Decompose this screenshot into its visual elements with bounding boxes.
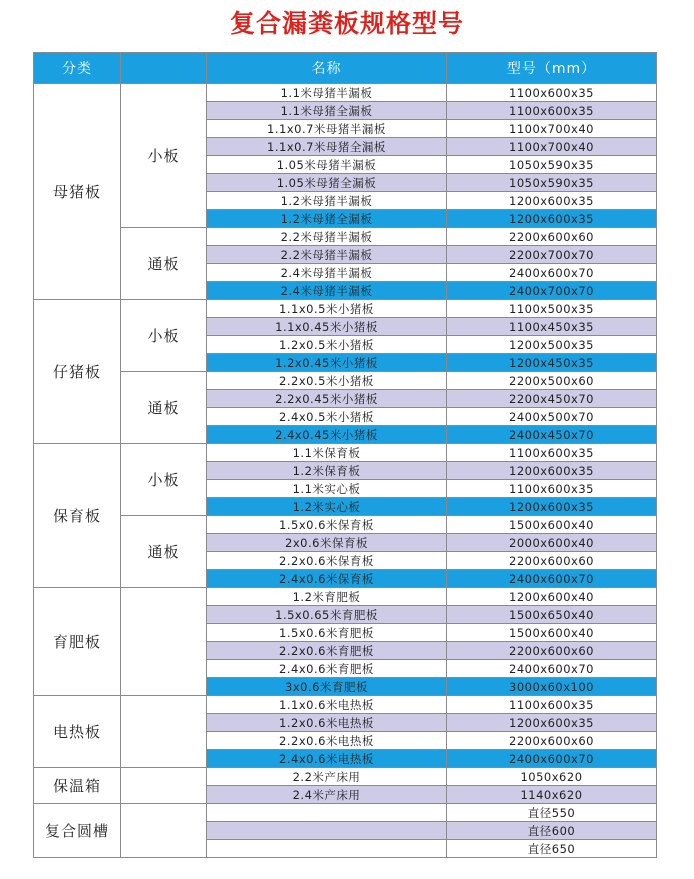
model-cell: 2400x600x70 [447, 264, 657, 282]
subcategory-cell [121, 804, 207, 858]
header-subcategory [121, 53, 207, 84]
model-cell: 1500x600x40 [447, 624, 657, 642]
name-cell: 1.05米母猪半漏板 [207, 156, 447, 174]
model-cell: 直径550 [447, 804, 657, 822]
model-cell: 1500x600x40 [447, 516, 657, 534]
model-cell: 1050x590x35 [447, 174, 657, 192]
category-cell: 育肥板 [34, 588, 121, 696]
model-cell: 2000x600x40 [447, 534, 657, 552]
model-cell: 3000x60x100 [447, 678, 657, 696]
name-cell: 1.2米育肥板 [207, 588, 447, 606]
subcategory-cell: 小板 [121, 84, 207, 228]
model-cell: 1200x600x35 [447, 714, 657, 732]
category-cell: 仔猪板 [34, 300, 121, 444]
name-cell: 2.4米母猪半漏板 [207, 264, 447, 282]
category-cell: 电热板 [34, 696, 121, 768]
name-cell: 2.4x0.45米小猪板 [207, 426, 447, 444]
name-cell: 2.2x0.6米电热板 [207, 732, 447, 750]
name-cell: 1.5x0.6米育肥板 [207, 624, 447, 642]
header-name: 名称 [207, 53, 447, 84]
name-cell: 1.1米母猪全漏板 [207, 102, 447, 120]
model-cell: 1200x600x40 [447, 588, 657, 606]
name-cell: 2.4米产床用 [207, 786, 447, 804]
name-cell: 1.2x0.45米小猪板 [207, 354, 447, 372]
subcategory-cell [121, 696, 207, 768]
table-row [34, 228, 657, 246]
spec-table [33, 52, 657, 858]
model-cell: 2200x600x60 [447, 642, 657, 660]
table-row [34, 372, 657, 390]
name-cell: 2.2米母猪半漏板 [207, 246, 447, 264]
model-cell: 1050x620 [447, 768, 657, 786]
table-row [34, 300, 657, 318]
subcategory-cell: 通板 [121, 516, 207, 588]
model-cell: 2400x500x70 [447, 408, 657, 426]
name-cell: 1.05米母猪全漏板 [207, 174, 447, 192]
model-cell: 1100x600x35 [447, 480, 657, 498]
model-cell: 1100x600x35 [447, 696, 657, 714]
model-cell: 2400x600x70 [447, 570, 657, 588]
name-cell: 1.2米母猪半漏板 [207, 192, 447, 210]
name-cell: 2.4x0.6米电热板 [207, 750, 447, 768]
header-model: 型号（mm） [447, 53, 657, 84]
subcategory-cell: 小板 [121, 300, 207, 372]
model-cell: 2200x600x60 [447, 552, 657, 570]
name-cell: 2.2米母猪半漏板 [207, 228, 447, 246]
model-cell: 1100x700x40 [447, 138, 657, 156]
name-cell: 1.2米母猪全漏板 [207, 210, 447, 228]
name-cell: 2.4米母猪半漏板 [207, 282, 447, 300]
subcategory-cell: 通板 [121, 372, 207, 444]
model-cell: 1100x700x40 [447, 120, 657, 138]
name-cell: 1.2x0.5米小猪板 [207, 336, 447, 354]
model-cell: 2200x450x70 [447, 390, 657, 408]
table-body [34, 84, 657, 858]
name-cell: 2.2x0.6米保育板 [207, 552, 447, 570]
model-cell: 1100x600x35 [447, 444, 657, 462]
name-cell: 1.1x0.7米母猪半漏板 [207, 120, 447, 138]
name-cell: 2.4x0.6米育肥板 [207, 660, 447, 678]
name-cell: 2.4x0.5米小猪板 [207, 408, 447, 426]
model-cell: 2200x600x60 [447, 228, 657, 246]
subcategory-cell: 通板 [121, 228, 207, 300]
name-cell: 1.2米实心板 [207, 498, 447, 516]
model-cell: 2200x500x60 [447, 372, 657, 390]
category-cell: 复合圆槽 [34, 804, 121, 858]
table-row [34, 804, 657, 822]
category-cell: 保育板 [34, 444, 121, 588]
model-cell: 1200x600x35 [447, 210, 657, 228]
model-cell: 1100x600x35 [447, 102, 657, 120]
model-cell: 1140x620 [447, 786, 657, 804]
category-cell: 母猪板 [34, 84, 121, 300]
model-cell: 1100x500x35 [447, 300, 657, 318]
model-cell: 1200x600x35 [447, 192, 657, 210]
model-cell: 1200x500x35 [447, 336, 657, 354]
subcategory-cell: 小板 [121, 444, 207, 516]
table-row [34, 516, 657, 534]
name-cell: 1.1米母猪半漏板 [207, 84, 447, 102]
table-row [34, 588, 657, 606]
name-cell: 1.1x0.5米小猪板 [207, 300, 447, 318]
model-cell: 2200x700x70 [447, 246, 657, 264]
name-cell [207, 822, 447, 840]
name-cell: 3x0.6米育肥板 [207, 678, 447, 696]
page-title: 复合漏粪板规格型号 [229, 9, 464, 38]
name-cell: 1.1米实心板 [207, 480, 447, 498]
name-cell: 2.2x0.45米小猪板 [207, 390, 447, 408]
model-cell: 直径650 [447, 840, 657, 858]
name-cell: 2.2x0.6米育肥板 [207, 642, 447, 660]
header-category: 分类 [34, 53, 121, 84]
model-cell: 2400x700x70 [447, 282, 657, 300]
name-cell: 1.5x0.65米育肥板 [207, 606, 447, 624]
table-row [34, 768, 657, 786]
name-cell: 1.1x0.7米母猪全漏板 [207, 138, 447, 156]
model-cell: 1200x600x35 [447, 498, 657, 516]
name-cell: 1.1米保育板 [207, 444, 447, 462]
category-cell: 保温箱 [34, 768, 121, 804]
name-cell: 2x0.6米保育板 [207, 534, 447, 552]
subcategory-cell [121, 768, 207, 804]
model-cell: 1100x600x35 [447, 84, 657, 102]
name-cell: 1.2x0.6米电热板 [207, 714, 447, 732]
model-cell: 2400x450x70 [447, 426, 657, 444]
name-cell: 2.4x0.6米保育板 [207, 570, 447, 588]
table-row [34, 444, 657, 462]
header-row [34, 53, 657, 84]
subcategory-cell [121, 588, 207, 696]
table-row [34, 696, 657, 714]
model-cell: 1500x650x40 [447, 606, 657, 624]
name-cell: 1.5x0.6米保育板 [207, 516, 447, 534]
name-cell: 2.2x0.5米小猪板 [207, 372, 447, 390]
name-cell: 2.2米产床用 [207, 768, 447, 786]
model-cell: 2400x600x70 [447, 660, 657, 678]
name-cell [207, 804, 447, 822]
name-cell [207, 840, 447, 858]
model-cell: 2200x600x60 [447, 732, 657, 750]
name-cell: 1.2米保育板 [207, 462, 447, 480]
model-cell: 1200x600x35 [447, 462, 657, 480]
table-row [34, 84, 657, 102]
model-cell: 1200x450x35 [447, 354, 657, 372]
model-cell: 直径600 [447, 822, 657, 840]
name-cell: 1.1x0.6米电热板 [207, 696, 447, 714]
model-cell: 1100x450x35 [447, 318, 657, 336]
name-cell: 1.1x0.45米小猪板 [207, 318, 447, 336]
model-cell: 2400x600x70 [447, 750, 657, 768]
model-cell: 1050x590x35 [447, 156, 657, 174]
